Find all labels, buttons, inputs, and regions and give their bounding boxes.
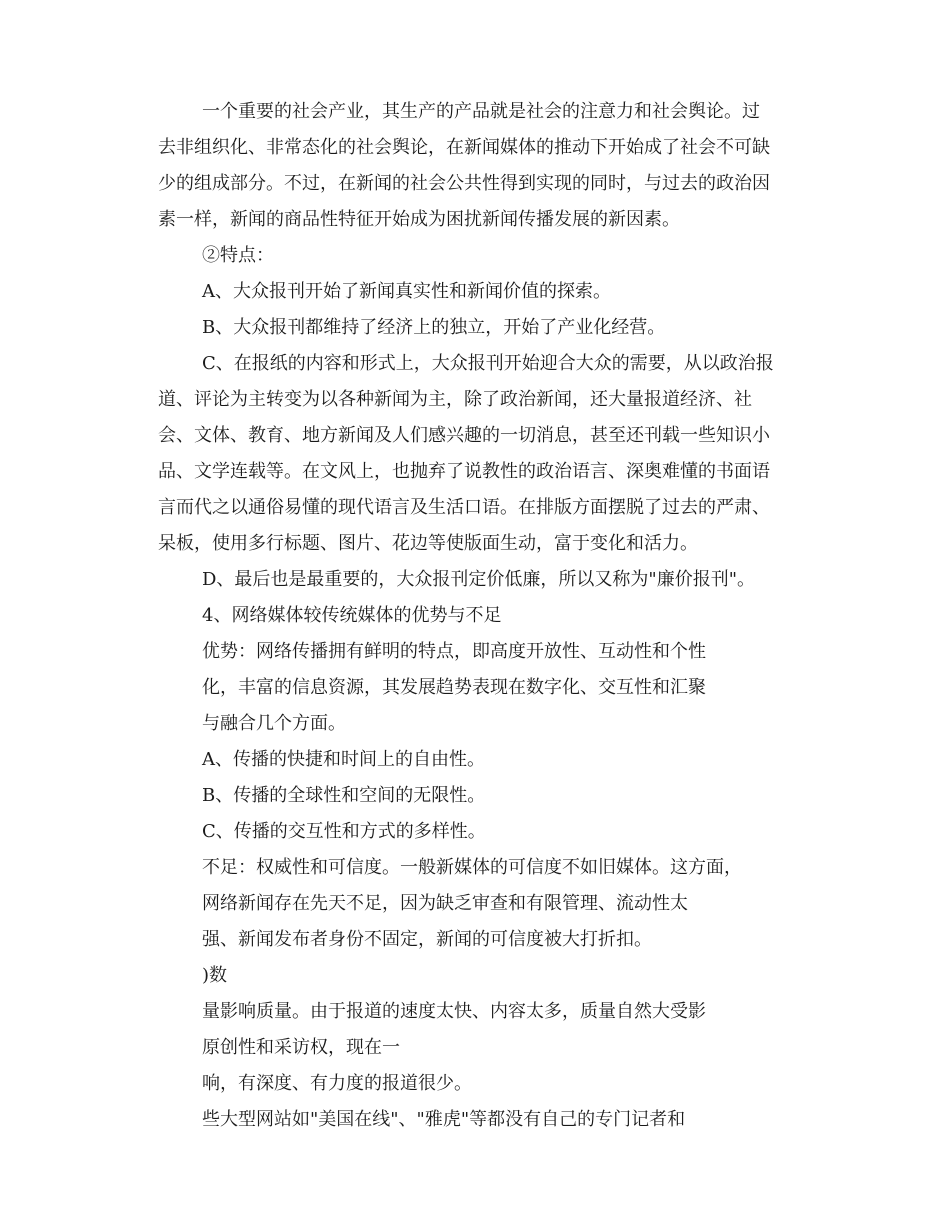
fragment-line: )数 — [202, 965, 228, 986]
advantage-c: C、传播的交互性和方式的多样性。 — [202, 821, 486, 842]
shortcomings-line: 强、新闻发布者身份不固定，新闻的可信度被大打折扣。 — [202, 929, 652, 950]
paragraph-line: 素一样，新闻的商品性特征开始成为困扰新闻传播发展的新因素。 — [158, 209, 680, 230]
fragment-line: 量影响质量。由于报道的速度太快、内容太多，质量自然大受影 — [202, 1001, 706, 1022]
section-4-heading: 4、网络媒体较传统媒体的优势与不足 — [202, 605, 502, 626]
features-heading: ②特点： — [202, 245, 274, 266]
feature-c-line: 会、文体、教育、地方新闻及人们感兴趣的一切消息，甚至还刊载一些知识小 — [158, 425, 770, 446]
paragraph-line: 一个重要的社会产业，其生产的产品就是社会的注意力和社会舆论。过 — [202, 101, 760, 122]
paragraph-line: 去非组织化、非常态化的社会舆论，在新闻媒体的推动下开始成了社会不可缺 — [158, 137, 770, 158]
advantage-b: B、传播的全球性和空间的无限性。 — [202, 785, 486, 806]
feature-c-line: 道、评论为主转变为以各种新闻为主，除了政治新闻，还大量报道经济、社 — [158, 389, 752, 410]
feature-c-line: 言而代之以通俗易懂的现代语言及生活口语。在排版方面摆脱了过去的严肃、 — [158, 497, 770, 518]
fragment-line: 响，有深度、有力度的报道很少。 — [202, 1073, 472, 1094]
feature-b: B、大众报刊都维持了经济上的独立，开始了产业化经营。 — [202, 317, 666, 338]
advantages-line: 化，丰富的信息资源，其发展趋势表现在数字化、交互性和汇聚 — [202, 677, 706, 698]
feature-a: A、大众报刊开始了新闻真实性和新闻价值的探索。 — [202, 281, 611, 302]
advantages-line: 优势：网络传播拥有鲜明的特点，即高度开放性、互动性和个性 — [202, 641, 706, 662]
feature-d: D、最后也是最重要的，大众报刊定价低廉，所以又称为"廉价报刊"。 — [202, 569, 755, 590]
shortcomings-line: 不足：权威性和可信度。一般新媒体的可信度不如旧媒体。这方面， — [202, 857, 742, 878]
paragraph-line: 少的组成部分。不过，在新闻的社会公共性得到实现的同时，与过去的政治因 — [158, 173, 770, 194]
advantages-line: 与融合几个方面。 — [202, 713, 346, 734]
advantage-a: A、传播的快捷和时间上的自由性。 — [202, 749, 485, 770]
feature-c-line: C、在报纸的内容和形式上，大众报刊开始迎合大众的需要，从以政治报 — [202, 353, 774, 374]
feature-c-line: 品、文学连载等。在文风上，也抛弃了说教性的政治语言、深奥难懂的书面语 — [158, 461, 770, 482]
fragment-line: 原创性和采访权，现在一 — [202, 1037, 400, 1058]
fragment-line: 些大型网站如"美国在线"、"雅虎"等都没有自己的专门记者和 — [202, 1109, 686, 1130]
feature-c-line: 呆板，使用多行标题、图片、花边等使版面生动，富于变化和活力。 — [158, 533, 698, 554]
shortcomings-line: 网络新闻存在先天不足，因为缺乏审查和有限管理、流动性太 — [202, 893, 688, 914]
